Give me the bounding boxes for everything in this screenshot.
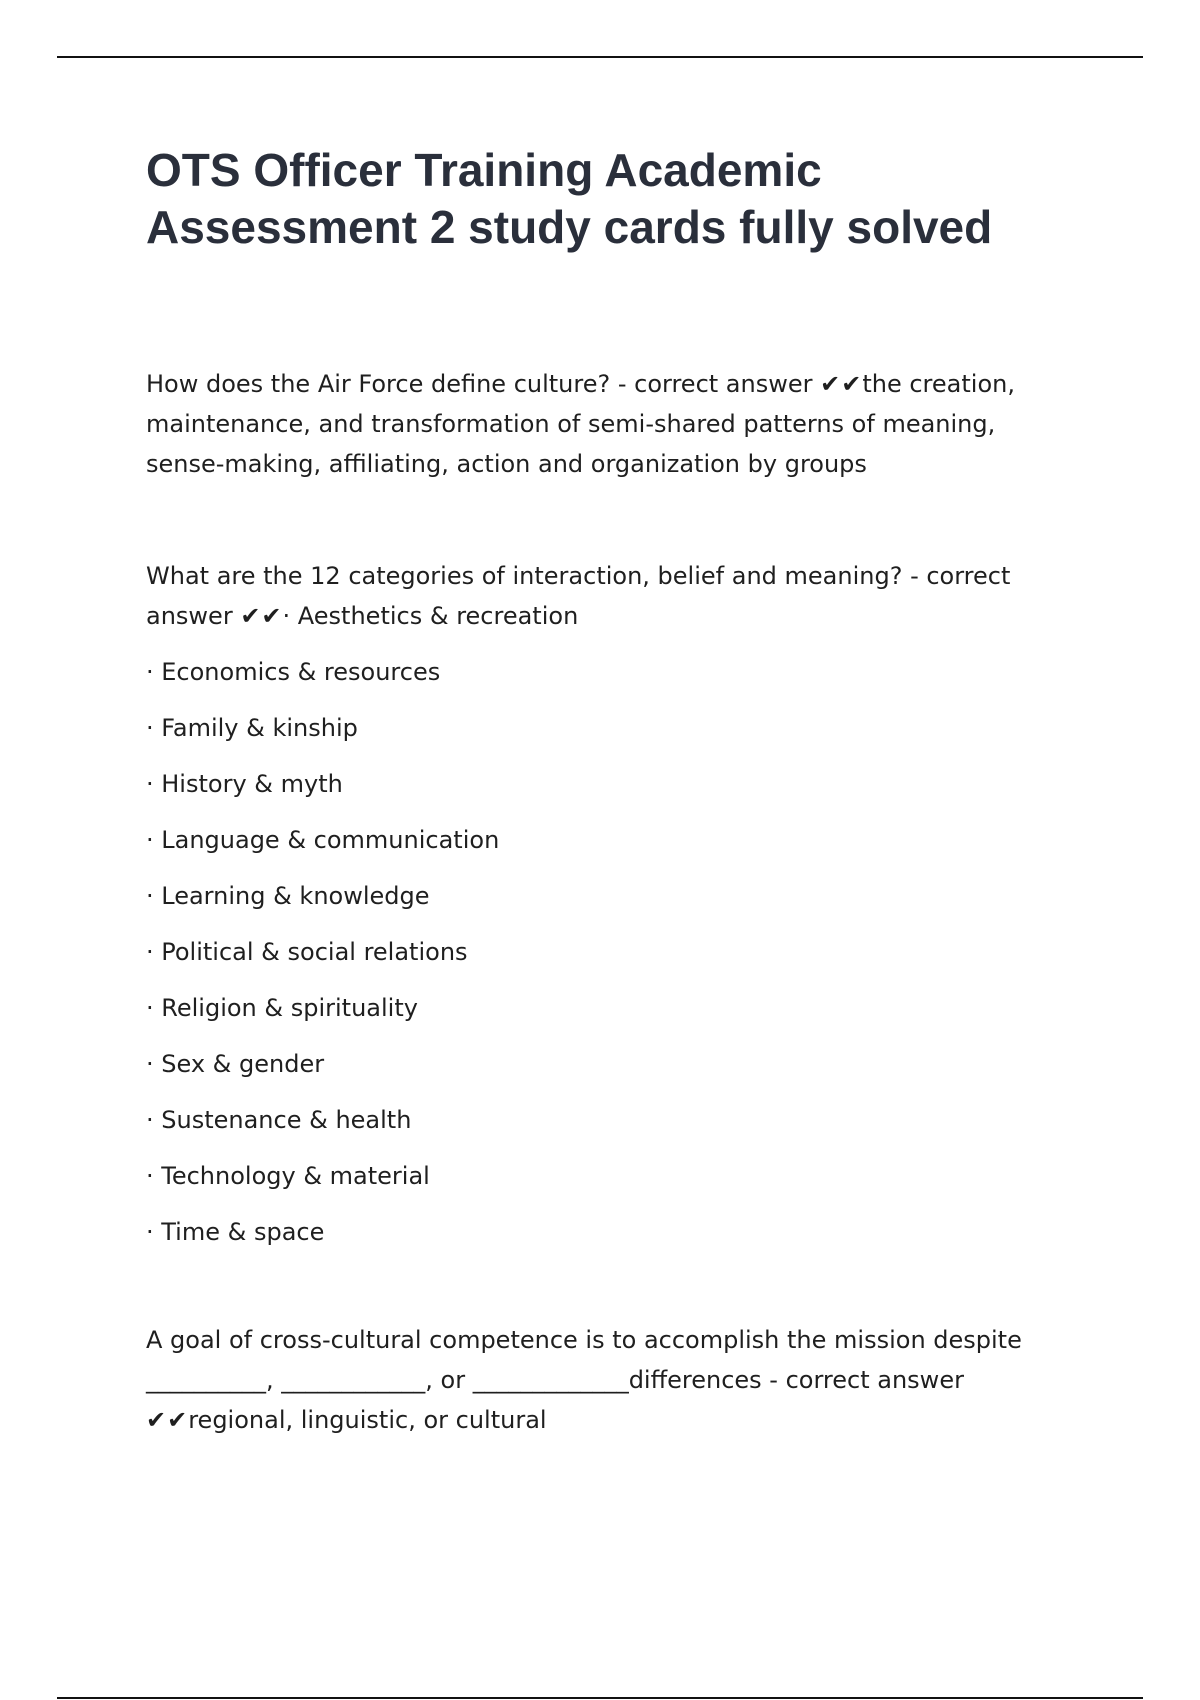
category-list (146, 652, 1076, 1252)
card-question: How does the Air Force define culture? - correct answer (146, 370, 821, 398)
check-mark-icon: ✔✔ (240, 602, 283, 630)
card-text (146, 364, 1076, 484)
study-card-culture (146, 364, 1076, 484)
card-answer: regional, linguistic, or cultural (188, 1406, 547, 1434)
list-item: · Religion & spirituality (146, 994, 418, 1022)
card-text (146, 556, 1076, 636)
list-item: · Time & space (146, 1218, 325, 1246)
check-mark-icon: ✔✔ (146, 1406, 189, 1434)
list-item: · Family & kinship (146, 714, 358, 742)
list-item: · History & myth (146, 770, 343, 798)
card-text (146, 1320, 1076, 1440)
list-item: · Language & communication (146, 826, 500, 854)
list-item: · Learning & knowledge (146, 882, 430, 910)
bottom-rule (57, 1697, 1143, 1699)
list-item: · Political & social relations (146, 938, 468, 966)
check-mark-icon: ✔✔ (820, 370, 863, 398)
study-card-cross-cultural (146, 1320, 1076, 1440)
top-rule (57, 56, 1143, 58)
list-item: · Sex & gender (146, 1050, 325, 1078)
study-card-categories (146, 556, 1076, 1252)
list-item: · Technology & material (146, 1162, 430, 1190)
card-answer: · Aesthetics & recreation (282, 602, 579, 630)
list-item: · Economics & resources (146, 658, 441, 686)
list-item: · Sustenance & health (146, 1106, 412, 1134)
card-question: A goal of cross-cultural competence is to accomplish the mission despite __________, ____________, or _____________differences - correct answer (146, 1326, 1022, 1394)
document-title: OTS Officer Training Academic Assessment 2 study cards fully solved (146, 144, 993, 253)
card-question: What are the 12 categories of interaction, belief and meaning? - correct answer (146, 562, 1011, 630)
card-answer: the creation, maintenance, and transformation of semi-shared patterns of meaning, sense-making, affiliating, action and organization by groups (146, 370, 1015, 478)
